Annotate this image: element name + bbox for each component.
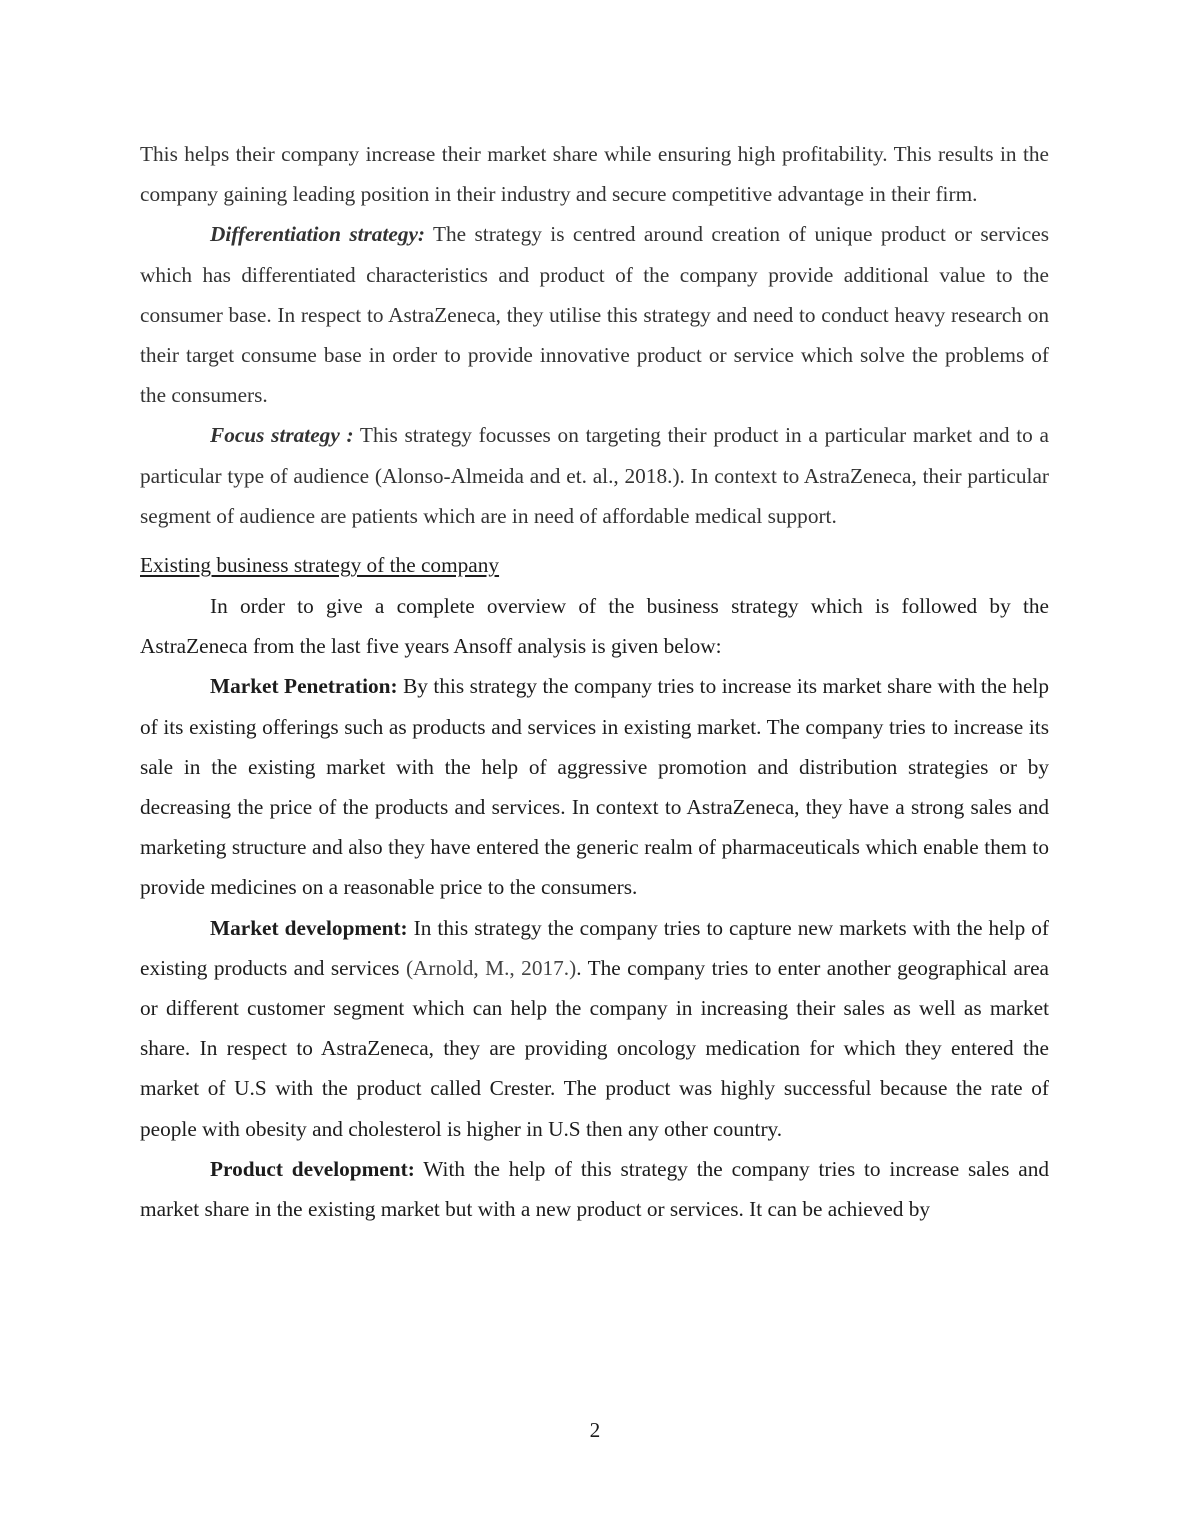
market-development-citation: (Arnold, M., 2017.) — [405, 955, 577, 980]
differentiation-label: Differentiation strategy: — [210, 222, 426, 247]
focus-text: This strategy focusses on targeting their product in a particular market and to a particular type of audience (Alonso-Almeida and et. al., 2018.). In context to AstraZeneca, their particular segment of audience are patients which are in need of affordable medical support. — [140, 423, 1049, 528]
paragraph-intro: This helps their company increase their market share while ensuring high profitability. This results in the company gaining leading position in their industry and secure competitive advantage in their firm. — [140, 142, 1049, 207]
paragraph-market-penetration — [140, 666, 1049, 907]
market-development-text-after: . The company tries to enter another geographical area or different customer segment which can help the company in increasing their sales as well as market share. In respect to AstraZeneca, they are providing oncology medication for which they entered the market of U.S with the product called Crester. The product was highly successful because the rate of people with obesity and cholesterol is higher in U.S then any other country. — [140, 955, 1049, 1141]
section-heading — [140, 544, 1049, 586]
paragraph-product-development — [140, 1149, 1049, 1229]
paragraph-market-development — [140, 908, 1049, 1149]
market-penetration-text: By this strategy the company tries to increase its market share with the help of its existing offerings such as products and services in existing market. The company tries to increase its sale in the existing market with the help of aggressive promotion and distribution strategies or by decreasing the price of the products and services. In context to AstraZeneca, they have a strong sales and marketing structure and also they have entered the generic realm of pharmaceuticals which enable them to provide medicines on a reasonable price to the consumers. — [140, 674, 1049, 900]
market-development-label: Market development: — [210, 915, 408, 940]
section-heading-text: Existing business strategy of the company — [140, 553, 500, 578]
product-development-label: Product development: — [210, 1156, 415, 1181]
paragraph-focus — [140, 415, 1049, 536]
product-development-text: With the help of this strategy the company tries to increase sales and market share in the existing market but with a new product or services. It can be achieved by — [140, 1156, 1050, 1222]
page-number: 2 — [589, 1418, 601, 1442]
document-page — [140, 134, 1049, 1229]
focus-label: Focus strategy : — [210, 423, 354, 448]
paragraph-ansoff-intro: In order to give a complete overview of the business strategy which is followed by the AstraZeneca from the last five years Ansoff analysis is given below: — [140, 594, 1049, 659]
market-penetration-label: Market Penetration: — [210, 674, 398, 699]
paragraph-differentiation — [140, 214, 1049, 415]
market-development-text-before: In this strategy the company tries to capture new markets with the help of existing products and services — [140, 915, 1049, 980]
differentiation-text: The strategy is centred around creation of unique product or services which has differentiated characteristics and product of the company provide additional value to the consumer base. In respect to AstraZeneca, they utilise this strategy and need to conduct heavy research on their target consume base in order to provide innovative product or service which solve the problems of the consumers. — [140, 222, 1049, 408]
